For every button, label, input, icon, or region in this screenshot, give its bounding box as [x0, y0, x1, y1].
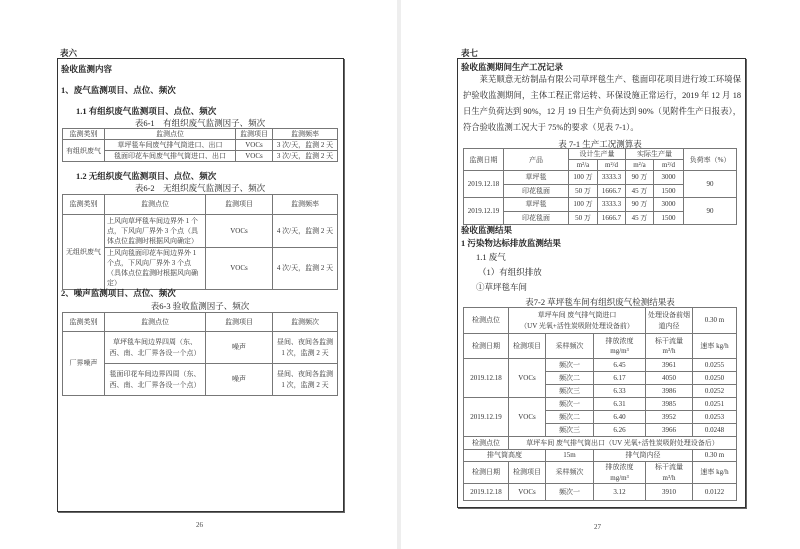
cell: 2019.12.19 [464, 198, 504, 225]
paragraph: 莱芜顺意无纺制品有限公司草坪毯生产、毯面印花项目进行竣工环境保护验收监测期间，主体工程正常运转、环保设施正常运行，2019 年 12 月 18 日生产负荷达到 90%，12 月 19 日生产负荷达到 90%（见附件生产日报表），符合验收监测工况大于 75%的要求（见表 7-1）。 [463, 75, 741, 132]
th: 监测项目 [236, 129, 273, 140]
cell: 1666.7 [598, 184, 626, 198]
cell: 0.0255 [693, 359, 737, 372]
th: m²/a [626, 160, 654, 171]
cell: 3000 [654, 198, 684, 212]
table-6-3 [62, 312, 338, 396]
cell: VOCs [206, 248, 273, 290]
th: 速率 kg/h [693, 334, 737, 359]
cell: 3000 [654, 171, 684, 185]
table-row [464, 171, 737, 185]
cell: 草坪毯 [504, 198, 569, 212]
th: 监测频率 [273, 195, 338, 215]
cell: 45 万 [626, 211, 654, 225]
cell: 3910 [646, 484, 693, 501]
cell: 100 万 [569, 171, 598, 185]
th: 监测类别 [63, 313, 105, 332]
cell: 3966 [646, 424, 693, 437]
cell: 排气筒高度 [464, 450, 546, 462]
cell: 0.30 m [693, 308, 737, 334]
table-label: 表七 [461, 48, 479, 58]
cell: 90 [684, 198, 737, 225]
cell: 90 万 [626, 198, 654, 212]
cell: 50 万 [569, 211, 598, 225]
cell: 1666.7 [598, 211, 626, 225]
heading: 1.1 有组织废气监测项目、点位、频次 [76, 106, 217, 116]
th [594, 462, 646, 484]
cell: 频次二 [546, 372, 594, 385]
th: 监测日期 [464, 149, 504, 171]
cell: 90 [684, 171, 737, 198]
th [594, 334, 646, 359]
cell: 4 次/天，监测 2 天 [273, 248, 338, 290]
cell: 4050 [646, 372, 693, 385]
heading: 1.2 无组织废气监测项目、点位、频次 [76, 171, 217, 181]
cell: 3333.3 [598, 198, 626, 212]
table-caption: 表7-2 草坪毯车间有组织废气检测结果表 [525, 297, 675, 307]
table-caption: 表6-3 验收监测因子、频次 [150, 301, 250, 311]
th-unit: m³/h [662, 473, 676, 482]
th: m²/d [598, 160, 626, 171]
cell: 3333.3 [598, 171, 626, 185]
th-text: 标干流量 [655, 463, 683, 472]
heading: 1、废气监测项目、点位、频次 [61, 85, 176, 95]
cell: 3 次/天，监测 2 天 [273, 151, 338, 162]
cell: 6.17 [594, 372, 646, 385]
th: 监测频率 [273, 129, 338, 140]
cell: 6.45 [594, 359, 646, 372]
th-unit: mg/m³ [610, 347, 629, 355]
cell: 频次三 [546, 424, 594, 437]
cell: 3.12 [594, 484, 646, 501]
cell: 3985 [646, 398, 693, 411]
cell: 6.31 [594, 398, 646, 411]
cell: VOCs [206, 215, 273, 248]
cell: VOCs [509, 398, 546, 437]
th: 采样频次 [546, 462, 594, 484]
cell: 0.0122 [693, 484, 737, 501]
th: 监测项目 [206, 313, 273, 332]
cell: 有组织废气 [63, 140, 105, 162]
table-6-2 [62, 194, 338, 290]
th-text: 排放浓度 [605, 336, 634, 345]
table-caption: 表6-2 无组织废气监测因子、频次 [134, 183, 266, 193]
th [646, 462, 693, 484]
th: m²/d [654, 160, 684, 171]
cell: VOCs [236, 151, 273, 162]
th: 检测项目 [509, 334, 546, 359]
cell: 0.0250 [693, 372, 737, 385]
th: 监测点位 [105, 129, 236, 140]
cell: 噪声 [206, 332, 273, 364]
cell: 15m [546, 450, 594, 462]
cell: 0.0253 [693, 411, 737, 424]
cell: 印花毯面 [504, 184, 569, 198]
th: 监测点位 [105, 313, 206, 332]
cell: 检测点位 [464, 308, 509, 334]
heading: ①草坪毯车间 [476, 282, 528, 292]
cell: 1500 [654, 211, 684, 225]
cell: 排气筒内径 [594, 450, 693, 462]
th: 监测类别 [63, 195, 105, 215]
table-7-1 [463, 148, 737, 225]
table-caption: 表6-1 有组织废气监测因子、频次 [134, 118, 266, 128]
cell: VOCs [236, 140, 273, 151]
cell: 2019.12.19 [464, 398, 509, 437]
cell: 3961 [646, 359, 693, 372]
th: 检测项目 [509, 462, 546, 484]
cell: 0.30 m [693, 450, 737, 462]
th: 产品 [504, 149, 569, 171]
section-title: 验收监测内容 [61, 64, 113, 74]
t71-body [464, 171, 737, 225]
cell: 昼间、夜间各监测 1 次，监测 2 天 [273, 332, 338, 364]
cell: 0.0252 [693, 385, 737, 398]
th: m²/a [569, 160, 598, 171]
cell: 频次二 [546, 411, 594, 424]
cell: 无组织废气 [63, 215, 105, 290]
page-gutter [397, 0, 401, 549]
th: 监测点位 [105, 195, 206, 215]
th-text: 标干流量 [655, 336, 683, 345]
table-row [464, 198, 737, 212]
th: 速率 kg/h [693, 462, 737, 484]
cell: 厂界噪声 [63, 332, 105, 396]
table-6-1 [62, 128, 338, 162]
t72-body [464, 359, 737, 437]
cell [509, 308, 646, 334]
cell: 3986 [646, 385, 693, 398]
cell: 毯面印花车间废气排气筒进口、出口 [105, 151, 236, 162]
th: 监测项目 [206, 195, 273, 215]
th: 设计生产量 [569, 149, 626, 160]
table-row [464, 359, 737, 372]
th: 负荷率（%） [684, 149, 737, 171]
cell: 频次一 [546, 484, 594, 501]
cell: 0.0248 [693, 424, 737, 437]
cell: 100 万 [569, 198, 598, 212]
cell: 频次一 [546, 359, 594, 372]
table-caption: 表 7-1 生产工况测算表 [558, 139, 642, 149]
cell: 2019.12.18 [464, 359, 509, 398]
cell: 50 万 [569, 184, 598, 198]
cell: 3952 [646, 411, 693, 424]
th: 检测日期 [464, 334, 509, 359]
cell: 草坪毯 [504, 171, 569, 185]
cell: 处理设备前烟道内径 [646, 308, 693, 334]
inlet-text: 草坪车间 废气排气筒进口 [537, 311, 617, 320]
heading: 1 污染物达标排放监测结果 [461, 238, 561, 248]
cell: 2019.12.18 [464, 484, 509, 501]
th-text: 排放浓度 [605, 463, 634, 472]
th: 监测类别 [63, 129, 105, 140]
th [646, 334, 693, 359]
th: 监测频次 [273, 313, 338, 332]
cell: 6.33 [594, 385, 646, 398]
page-number: 27 [594, 523, 601, 531]
th: 采样频次 [546, 334, 594, 359]
cell: 昼间、夜间各监测 1 次，监测 2 天 [273, 364, 338, 396]
cell: VOCs [509, 484, 546, 501]
heading: 2、噪声监测项目、点位、频次 [61, 288, 176, 298]
section-title: 验收监测期间生产工况记录 [461, 62, 564, 72]
heading: （1）有组织排放 [478, 267, 542, 277]
cell: 0.0251 [693, 398, 737, 411]
cell: 频次一 [546, 398, 594, 411]
cell: VOCs [509, 359, 546, 398]
heading: 1.1 废气 [476, 252, 506, 262]
th: 检测日期 [464, 462, 509, 484]
table-7-2 [463, 307, 737, 501]
cell: 检测点位 [464, 437, 509, 450]
th: 实际生产量 [626, 149, 684, 160]
th-unit: mg/m³ [610, 473, 629, 482]
cell: 3 次/天，监测 2 天 [273, 140, 338, 151]
cell: 4 次/天，监测 2 天 [273, 215, 338, 248]
cell: 90 万 [626, 171, 654, 185]
cell: 45 万 [626, 184, 654, 198]
cell: 草坪车间 废气排气筒出口（UV 光氧+活性炭吸附处理设备后） [509, 437, 737, 450]
cell: 6.26 [594, 424, 646, 437]
cell: 频次三 [546, 385, 594, 398]
page-number: 26 [196, 521, 203, 529]
cell: 2019.12.18 [464, 171, 504, 198]
cell: 1500 [654, 184, 684, 198]
inlet-text: （UV 光氧+活性炭吸附处理设备前） [520, 321, 634, 330]
section-title: 验收监测结果 [461, 225, 513, 235]
th-unit: m³/h [662, 347, 676, 355]
table-row [464, 398, 737, 411]
cell: 上风向草坪毯车间边界外 1 个点，下风向厂界外 3 个点（具体点位监测时根据风向确定） [105, 215, 206, 248]
table-label: 表六 [60, 48, 78, 58]
cell: 印花毯面 [504, 211, 569, 225]
cell: 毯面印花车间边界四周（东、西、南、北厂界各设一个点） [105, 364, 206, 396]
cell: 草坪毯车间边界四周（东、西、南、北厂界各设一个点） [105, 332, 206, 364]
cell: 草坪毯车间废气排气筒进口、出口 [105, 140, 236, 151]
cell: 噪声 [206, 364, 273, 396]
cell: 上风向毯面印花车间边界外 1 个点，下风向厂界外 3 个点（具体点位监测时根据风向确定） [105, 248, 206, 290]
cell: 6.40 [594, 411, 646, 424]
